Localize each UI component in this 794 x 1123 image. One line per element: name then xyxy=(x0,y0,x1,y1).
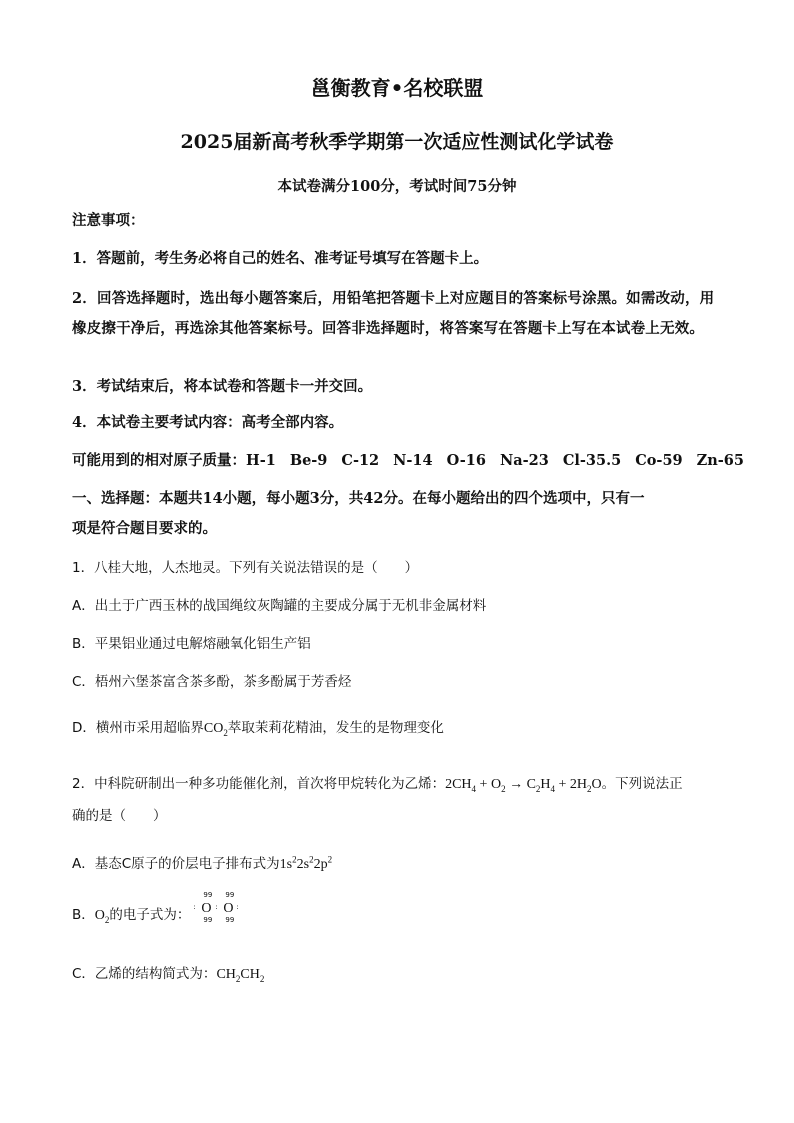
q1-option-c: C．梧州六堡茶富含茶多酚，茶多酚属于芳香烃 xyxy=(72,674,352,690)
q1-option-d-text-end: 萃取茉莉花精油，发生的是物理变化 xyxy=(227,720,444,736)
o2-lewis-structure: : 99 O 99 : 99 O 99 : xyxy=(193,891,239,924)
reaction-equation: $2CH_4 + O_2 \to C_2H_4 + 2H_2O$ xyxy=(445,777,602,794)
q2-option-b xyxy=(72,891,726,932)
q2-option-a-text: A．基态C原子的价层电子排布式为 xyxy=(72,856,280,872)
q1-option-d xyxy=(72,716,726,738)
q2-stem xyxy=(72,772,726,794)
brand-title: 邕衡教育•名校联盟 xyxy=(310,76,484,100)
mass-value: H-1 xyxy=(246,452,276,469)
mass-value: C-12 xyxy=(341,452,380,469)
notice-item-4: 4．本试卷主要考试内容：高考全部内容。 xyxy=(72,414,344,431)
exam-title: 2025届新高考秋季学期第一次适应性测试化学试卷 xyxy=(180,131,614,153)
notice-item-1: 1．答题前，考生务必将自己的姓名、准考证号填写在答题卡上。 xyxy=(72,250,489,267)
mass-value: O-16 xyxy=(446,452,486,469)
q2-option-b-label: B． xyxy=(72,907,95,923)
q1-option-d-text: D．横州市采用超临界 xyxy=(72,720,204,736)
mass-value: Be-9 xyxy=(289,452,328,469)
q1-option-a: A．出土于广西玉林的战国绳纹灰陶罐的主要成分属于无机非金属材料 xyxy=(72,598,487,614)
ethylene-formula: $CH_2CH_2$ xyxy=(216,967,265,984)
q2-option-a xyxy=(72,852,726,873)
q1-option-b: B．平果铝业通过电解熔融氧化铝生产铝 xyxy=(72,636,311,652)
q2-stem-text-end: 。下列说法正 xyxy=(601,776,683,792)
q2-option-b-text: 的电子式为： xyxy=(109,907,191,923)
q1-stem: 1．八桂大地，人杰地灵。下列有关说法错误的是（ ） xyxy=(72,560,419,576)
q2-stem-line-2: 确的是（ ） xyxy=(72,808,167,824)
q2-option-c-text: C．乙烯的结构简式为： xyxy=(72,966,217,982)
co2-formula: $CO_2$ xyxy=(203,721,228,738)
q2-stem-text: 2．中科院研制出一种多功能催化剂，首次将甲烷转化为乙烯： xyxy=(72,776,446,792)
atomic-masses-label: 可能用到的相对原子质量： xyxy=(72,452,246,469)
exam-subtitle: 本试卷满分100分，考试时间75分钟 xyxy=(277,178,517,195)
section-heading-line-1: 一、选择题：本题共14小题，每小题3分，共42分。在每小题给出的四个选项中，只有一 xyxy=(72,490,645,507)
notice-heading: 注意事项： xyxy=(72,212,145,229)
mass-value: Zn-65 xyxy=(696,452,744,469)
atomic-masses xyxy=(72,446,744,476)
q2-option-c xyxy=(72,962,726,984)
o2-formula: $O_2$ xyxy=(94,908,110,925)
mass-value: Cl-35.5 xyxy=(562,452,622,469)
mass-value: Co-59 xyxy=(635,452,683,469)
notice-item-3: 3．考试结束后，将本试卷和答题卡一并交回。 xyxy=(72,378,373,395)
electron-configuration: $1s^22s^22p^2$ xyxy=(279,854,333,872)
notice-item-2: 2．回答选择题时，选出每小题答案后，用铅笔把答题卡上对应题目的答案标号涂黑。如需改动，用橡皮擦干净后，再选涂其他答案标号。回答非选择题时，将答案写在答题卡上写在本试卷上无效。 xyxy=(72,290,715,337)
section-heading-line-2: 项是符合题目要求的。 xyxy=(72,520,217,537)
mass-value: Na-23 xyxy=(499,452,549,469)
mass-value: N-14 xyxy=(393,452,433,469)
